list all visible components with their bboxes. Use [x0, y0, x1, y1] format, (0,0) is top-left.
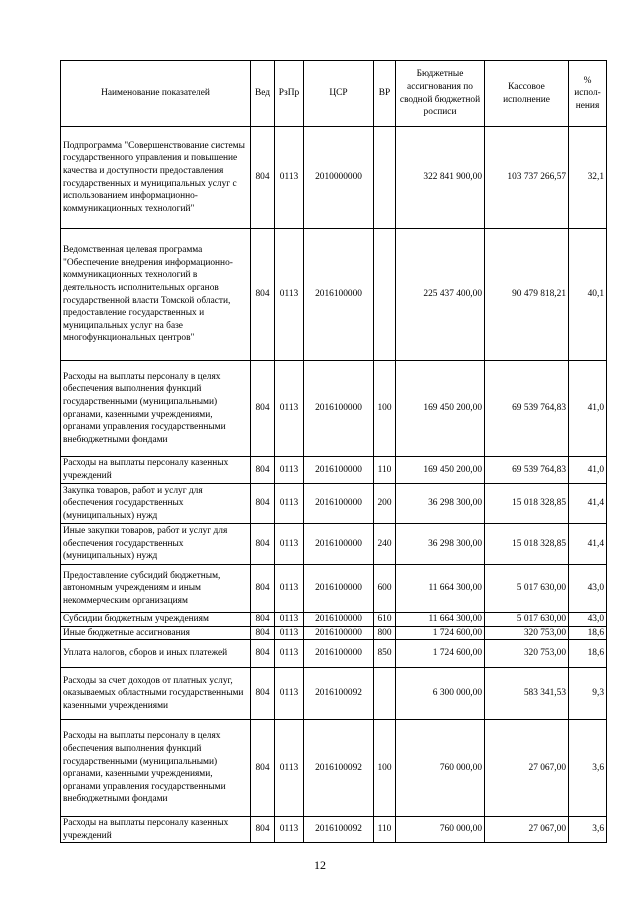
- row-budget: 760 000,00: [396, 817, 485, 843]
- header-percent: % испол- нения: [569, 61, 607, 127]
- page-number: 12: [314, 858, 326, 872]
- row-rzpr: 0113: [275, 817, 304, 843]
- header-vr: ВР: [374, 61, 396, 127]
- table-row: [61, 524, 607, 565]
- row-budget: 36 298 300,00: [396, 524, 485, 565]
- row-ved: 804: [251, 640, 275, 668]
- row-csr: 2016100000: [304, 565, 374, 613]
- row-name: Расходы на выплаты персоналу в целях обеспечения выполнения функций государственными (муниципальными) органами, казенными учреждениями, органами управления государственными внебюджетными фондами: [61, 720, 251, 817]
- row-rzpr: 0113: [275, 720, 304, 817]
- row-ved: 804: [251, 524, 275, 565]
- row-ved: 804: [251, 229, 275, 361]
- row-percent: 43,0: [569, 613, 607, 627]
- row-cash: 103 737 266,57: [485, 127, 569, 229]
- header-name: Наименование показателей: [61, 61, 251, 127]
- row-csr: 2016100092: [304, 720, 374, 817]
- table-row: [61, 668, 607, 720]
- row-vr: [374, 229, 396, 361]
- row-budget: 322 841 900,00: [396, 127, 485, 229]
- row-ved: 804: [251, 457, 275, 484]
- row-cash: 583 341,53: [485, 668, 569, 720]
- table-row: [61, 720, 607, 817]
- row-cash: 69 539 764,83: [485, 457, 569, 484]
- row-ved: 804: [251, 720, 275, 817]
- row-percent: 3,6: [569, 817, 607, 843]
- row-budget: 6 300 000,00: [396, 668, 485, 720]
- row-budget: 169 450 200,00: [396, 457, 485, 484]
- row-budget: 11 664 300,00: [396, 565, 485, 613]
- row-rzpr: 0113: [275, 484, 304, 524]
- row-name: Закупка товаров, работ и услуг для обеспечения государственных (муниципальных) нужд: [61, 484, 251, 524]
- row-name: Иные закупки товаров, работ и услуг для обеспечения государственных (муниципальных) нужд: [61, 524, 251, 565]
- row-percent: 41,4: [569, 524, 607, 565]
- row-cash: 69 539 764,83: [485, 361, 569, 457]
- row-budget: 1 724 600,00: [396, 626, 485, 640]
- table-row: [61, 457, 607, 484]
- row-cash: 320 753,00: [485, 626, 569, 640]
- row-rzpr: 0113: [275, 361, 304, 457]
- row-budget: 169 450 200,00: [396, 361, 485, 457]
- table-row: [61, 484, 607, 524]
- row-name: Предоставление субсидий бюджетным, автономным учреждениям и иным некоммерческим организациям: [61, 565, 251, 613]
- row-rzpr: 0113: [275, 524, 304, 565]
- row-ved: 804: [251, 361, 275, 457]
- row-vr: [374, 668, 396, 720]
- row-cash: 15 018 328,85: [485, 484, 569, 524]
- row-rzpr: 0113: [275, 229, 304, 361]
- header-row: [61, 61, 607, 127]
- table-row: [61, 361, 607, 457]
- table-row: [61, 127, 607, 229]
- row-percent: 18,6: [569, 626, 607, 640]
- row-percent: 41,0: [569, 457, 607, 484]
- row-ved: 804: [251, 626, 275, 640]
- row-cash: 5 017 630,00: [485, 565, 569, 613]
- row-name: Расходы за счет доходов от платных услуг, оказываемых областными государственными казенными учреждениями: [61, 668, 251, 720]
- row-rzpr: 0113: [275, 668, 304, 720]
- row-name: Расходы на выплаты персоналу казенных учреждений: [61, 457, 251, 484]
- row-name: Ведомственная целевая программа "Обеспечение внедрения информационно-коммуникационных технологий в деятельность исполнительных органов государственной власти Томской области, предоставление государственных и муниципальных услуг на базе многофункциональных центров": [61, 229, 251, 361]
- row-ved: 804: [251, 613, 275, 627]
- row-csr: 2016100092: [304, 817, 374, 843]
- header-budget: Бюджетные ассигнования по сводной бюджетной росписи: [396, 61, 485, 127]
- row-vr: 600: [374, 565, 396, 613]
- row-rzpr: 0113: [275, 127, 304, 229]
- row-vr: 800: [374, 626, 396, 640]
- row-percent: 40,1: [569, 229, 607, 361]
- row-ved: 804: [251, 817, 275, 843]
- row-budget: 36 298 300,00: [396, 484, 485, 524]
- row-budget: 1 724 600,00: [396, 640, 485, 668]
- table-row: [61, 229, 607, 361]
- table-row: [61, 640, 607, 668]
- row-percent: 18,6: [569, 640, 607, 668]
- row-name: Расходы на выплаты персоналу казенных учреждений: [61, 817, 251, 843]
- row-csr: 2016100000: [304, 361, 374, 457]
- row-vr: 110: [374, 817, 396, 843]
- row-cash: 90 479 818,21: [485, 229, 569, 361]
- row-ved: 804: [251, 565, 275, 613]
- row-rzpr: 0113: [275, 626, 304, 640]
- row-csr: 2016100092: [304, 668, 374, 720]
- row-vr: 100: [374, 720, 396, 817]
- row-cash: 15 018 328,85: [485, 524, 569, 565]
- header-cash: Кассовое исполнение: [485, 61, 569, 127]
- row-cash: 27 067,00: [485, 817, 569, 843]
- table-row: [61, 565, 607, 613]
- table-row: [61, 626, 607, 640]
- row-budget: 11 664 300,00: [396, 613, 485, 627]
- row-name: Подпрограмма "Совершенствование системы государственного управления и повышение качества и доступности предоставления государственных и муниципальных услуг с использованием информационно-коммуникационных технологий": [61, 127, 251, 229]
- row-csr: 2016100000: [304, 524, 374, 565]
- row-csr: 2016100000: [304, 613, 374, 627]
- row-csr: 2010000000: [304, 127, 374, 229]
- row-csr: 2016100000: [304, 457, 374, 484]
- row-percent: 41,0: [569, 361, 607, 457]
- row-vr: 200: [374, 484, 396, 524]
- row-vr: [374, 127, 396, 229]
- row-ved: 804: [251, 484, 275, 524]
- row-percent: 41,4: [569, 484, 607, 524]
- row-csr: 2016100000: [304, 229, 374, 361]
- row-ved: 804: [251, 668, 275, 720]
- header-ved: Вед: [251, 61, 275, 127]
- row-csr: 2016100000: [304, 484, 374, 524]
- table-row: [61, 817, 607, 843]
- row-cash: 27 067,00: [485, 720, 569, 817]
- row-vr: 110: [374, 457, 396, 484]
- budget-table: [60, 60, 607, 843]
- header-rzpr: РзПр: [275, 61, 304, 127]
- row-percent: 32,1: [569, 127, 607, 229]
- row-name: Субсидии бюджетным учреждениям: [61, 613, 251, 627]
- row-vr: 100: [374, 361, 396, 457]
- row-rzpr: 0113: [275, 640, 304, 668]
- row-budget: 760 000,00: [396, 720, 485, 817]
- row-percent: 43,0: [569, 565, 607, 613]
- row-csr: 2016100000: [304, 640, 374, 668]
- row-rzpr: 0113: [275, 613, 304, 627]
- row-name: Расходы на выплаты персоналу в целях обеспечения выполнения функций государственными (муниципальными) органами, казенными учреждениями, органами управления государственными внебюджетными фондами: [61, 361, 251, 457]
- row-vr: 240: [374, 524, 396, 565]
- row-csr: 2016100000: [304, 626, 374, 640]
- row-vr: 610: [374, 613, 396, 627]
- row-name: Иные бюджетные ассигнования: [61, 626, 251, 640]
- row-percent: 9,3: [569, 668, 607, 720]
- row-cash: 320 753,00: [485, 640, 569, 668]
- row-cash: 5 017 630,00: [485, 613, 569, 627]
- row-rzpr: 0113: [275, 565, 304, 613]
- row-percent: 3,6: [569, 720, 607, 817]
- row-vr: 850: [374, 640, 396, 668]
- row-rzpr: 0113: [275, 457, 304, 484]
- row-name: Уплата налогов, сборов и иных платежей: [61, 640, 251, 668]
- table-row: [61, 613, 607, 627]
- row-budget: 225 437 400,00: [396, 229, 485, 361]
- header-csr: ЦСР: [304, 61, 374, 127]
- row-ved: 804: [251, 127, 275, 229]
